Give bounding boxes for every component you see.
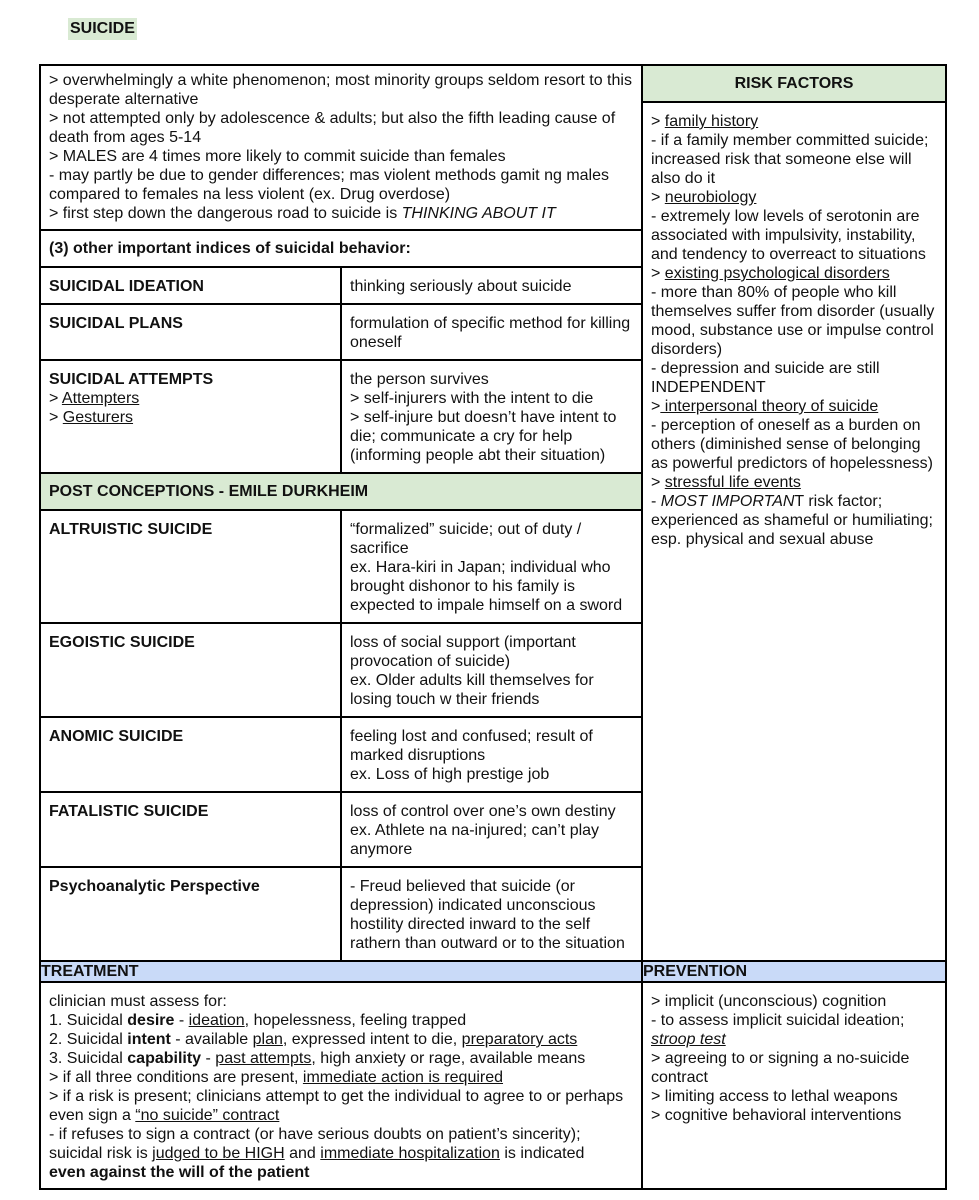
table-row	[41, 792, 641, 867]
desc-cell	[341, 360, 641, 473]
desc-line: “formalized” suicide; out of duty / sacrifice	[350, 521, 582, 557]
t-text: 2. Suicidal	[49, 1031, 128, 1048]
intro-block	[41, 66, 641, 229]
t-text: , hopelessness, feeling trapped	[244, 1012, 467, 1029]
risk-neurobiology: neurobiology	[664, 189, 757, 206]
subtype-prefix: >	[49, 390, 62, 407]
treatment-list	[41, 983, 641, 1188]
prevention-item: - to assess implicit suicidal ideation;	[651, 1012, 905, 1029]
t-bold: intent	[127, 1031, 171, 1048]
treatment-line: even against the will of the patient	[49, 1164, 310, 1181]
term-cell: ALTRUISTIC SUICIDE	[41, 510, 341, 623]
desc-line: ex. Athlete na na-injured; can’t play anymore	[350, 822, 600, 858]
treatment-line	[49, 1030, 633, 1049]
t-text: -	[174, 1012, 189, 1029]
term-cell: ANOMIC SUICIDE	[41, 717, 341, 792]
desc-line: ex. Hara-kiri in Japan; individual who brought dishonor to his family is expected to impale himself on a sword	[350, 559, 623, 614]
t-underline: “no suicide” contract	[135, 1107, 280, 1124]
t-text: and	[284, 1145, 321, 1162]
desc-line: > self-injure but doesn’t have intent to die; communicate a cry for help (informing people abt their situation)	[350, 409, 617, 464]
t-text: -	[201, 1050, 216, 1067]
table-row	[41, 304, 641, 360]
desc-line: the person survives	[350, 371, 489, 388]
risk-detail	[651, 492, 937, 549]
desc-cell	[341, 717, 641, 792]
term-cell: FATALISTIC SUICIDE	[41, 792, 341, 867]
t-underline: ideation	[188, 1012, 245, 1029]
desc-line: loss of social support (important provocation of suicide)	[350, 634, 576, 670]
durkheim-heading: POST CONCEPTIONS - EMILE DURKHEIM	[41, 473, 641, 510]
desc-cell	[341, 267, 641, 304]
risk-prefix: >	[651, 189, 665, 206]
treatment-heading: TREATMENT	[40, 961, 642, 982]
t-text: - available	[170, 1031, 253, 1048]
desc-line: > self-injurers with the intent to die	[350, 390, 594, 407]
risk-factors-panel	[642, 65, 946, 961]
table-row	[41, 510, 641, 623]
risk-item	[651, 112, 937, 131]
subtype-prefix: >	[49, 409, 63, 426]
treatment-panel	[40, 982, 642, 1189]
term-cell: SUICIDAL IDEATION	[41, 267, 341, 304]
t-text: is indicated	[499, 1145, 585, 1162]
risk-interpersonal-theory: interpersonal theory of suicide	[660, 398, 879, 415]
prevention-heading: PREVENTION	[642, 961, 946, 982]
risk-factors-heading: RISK FACTORS	[643, 66, 945, 103]
prevention-item: > implicit (unconscious) cognition	[651, 993, 887, 1010]
risk-prefix: -	[651, 493, 661, 510]
risk-item	[651, 473, 937, 492]
risk-detail: - extremely low levels of serotonin are associated with impulsivity, instability, and tendency to overreact to situations	[651, 208, 926, 263]
term-cell	[41, 360, 341, 473]
intro-line: > MALES are 4 times more likely to commit suicide than females	[49, 148, 506, 165]
desc-line: feeling lost and confused; result of marked disruptions	[350, 728, 593, 764]
desc-line: loss of control over one’s own destiny	[350, 803, 616, 820]
prevention-item: stroop test	[651, 1031, 726, 1048]
intro-line: > overwhelmingly a white phenomenon; most minority groups seldom resort to this desperate alternative	[49, 72, 632, 108]
desc-cell	[341, 510, 641, 623]
table-row	[41, 867, 641, 960]
indices-table	[41, 229, 641, 960]
prevention-list	[643, 983, 945, 1131]
subtype-gesturers: Gesturers	[62, 409, 134, 426]
t-text: - if refuses to sign a contract (or have serious doubts on patient’s sincerity); suicidal risk is	[49, 1126, 581, 1162]
t-bold: capability	[127, 1050, 202, 1067]
treatment-line	[49, 1049, 633, 1068]
prevention-item: > agreeing to or signing a no-suicide contract	[651, 1050, 910, 1086]
page-title: SUICIDE	[68, 18, 137, 40]
t-underline: plan	[252, 1031, 283, 1048]
term-cell: EGOISTIC SUICIDE	[41, 623, 341, 717]
prevention-item: > limiting access to lethal weapons	[651, 1088, 898, 1105]
term-cell: Psychoanalytic Perspective	[41, 867, 341, 960]
risk-factors-list	[643, 103, 945, 555]
risk-item	[651, 397, 937, 416]
prevention-item: > cognitive behavioral interventions	[651, 1107, 902, 1124]
treatment-line	[49, 1011, 633, 1030]
table-row	[41, 623, 641, 717]
risk-prefix: >	[651, 265, 665, 282]
prevention-panel	[642, 982, 946, 1189]
risk-text: T risk factor; experienced as shameful or humiliating; esp. physical and sexual abuse	[651, 493, 933, 548]
risk-emphasis: MOST IMPORTAN	[660, 493, 795, 510]
t-text: > if all three conditions are present,	[49, 1069, 303, 1086]
t-underline: immediate action is required	[302, 1069, 504, 1086]
t-underline: preparatory acts	[461, 1031, 578, 1048]
t-underline: judged to be HIGH	[152, 1145, 285, 1162]
t-text: 3. Suicidal	[49, 1050, 128, 1067]
risk-detail: - more than 80% of people who kill themselves suffer from disorder (usually mood, substance use or impulse control disorders)	[651, 284, 935, 358]
term-label: SUICIDAL ATTEMPTS	[49, 371, 214, 388]
risk-family-history: family history	[664, 113, 759, 130]
intro-text: > first step down the dangerous road to suicide is	[49, 205, 402, 222]
treatment-line	[49, 1125, 633, 1163]
desc-cell	[341, 304, 641, 360]
treatment-line	[49, 1068, 633, 1087]
subtype-line	[49, 408, 332, 427]
indices-heading: (3) other important indices of suicidal behavior:	[41, 230, 641, 267]
table-row	[41, 267, 641, 304]
subtype-line	[49, 389, 332, 408]
t-text: , expressed intent to die,	[282, 1031, 462, 1048]
risk-stressful-events: stressful life events	[664, 474, 801, 491]
intro-line: - may partly be due to gender differences; mas violent methods gamit ng males compared to females na less violent (ex. Drug overdose)	[49, 167, 609, 203]
desc-cell	[341, 867, 641, 960]
risk-detail: - depression and suicide are still INDEPENDENT	[651, 360, 880, 396]
notes-table	[39, 64, 947, 1190]
treatment-line	[49, 1087, 633, 1125]
risk-detail: - if a family member committed suicide; increased risk that someone else will also do it	[651, 132, 929, 187]
desc-line: ex. Older adults kill themselves for losing touch w their friends	[350, 672, 594, 708]
t-text: > if a risk is present; clinicians attempt to get the individual to agree to or perhaps even sign a	[49, 1088, 624, 1124]
intro-emphasis: THINKING ABOUT IT	[401, 205, 556, 222]
risk-prefix: >	[651, 113, 665, 130]
t-text: , high anxiety or rage, available means	[311, 1050, 586, 1067]
term-cell: SUICIDAL PLANS	[41, 304, 341, 360]
treatment-line: clinician must assess for:	[49, 993, 227, 1010]
desc-cell	[341, 623, 641, 717]
subtype-attempters: Attempters	[61, 390, 140, 407]
desc-line: ex. Loss of high prestige job	[350, 766, 550, 783]
table-row	[41, 717, 641, 792]
desc-cell	[341, 792, 641, 867]
risk-item	[651, 188, 937, 207]
risk-psych-disorders: existing psychological disorders	[664, 265, 890, 282]
desc-line: formulation of specific method for killing oneself	[350, 315, 631, 351]
left-panel	[40, 65, 642, 961]
t-underline: past attempts	[215, 1050, 312, 1067]
intro-line: > not attempted only by adolescence & adults; but also the fifth leading cause of death from ages 5-14	[49, 110, 616, 146]
risk-item	[651, 264, 937, 283]
t-bold: desire	[127, 1012, 175, 1029]
t-underline: immediate hospitalization	[320, 1145, 500, 1162]
desc-line: - Freud believed that suicide (or depression) indicated unconscious hostility directed inward to the self rathern than outward or to the situation	[350, 878, 625, 952]
table-row	[41, 360, 641, 473]
risk-prefix: >	[651, 398, 661, 415]
intro-line	[49, 204, 633, 223]
risk-prefix: >	[651, 474, 665, 491]
desc-line: thinking seriously about suicide	[350, 278, 572, 295]
risk-detail: - perception of oneself as a burden on others (diminished sense of belonging as powerful predictors of hopelessness)	[651, 417, 933, 472]
t-text: 1. Suicidal	[49, 1012, 128, 1029]
